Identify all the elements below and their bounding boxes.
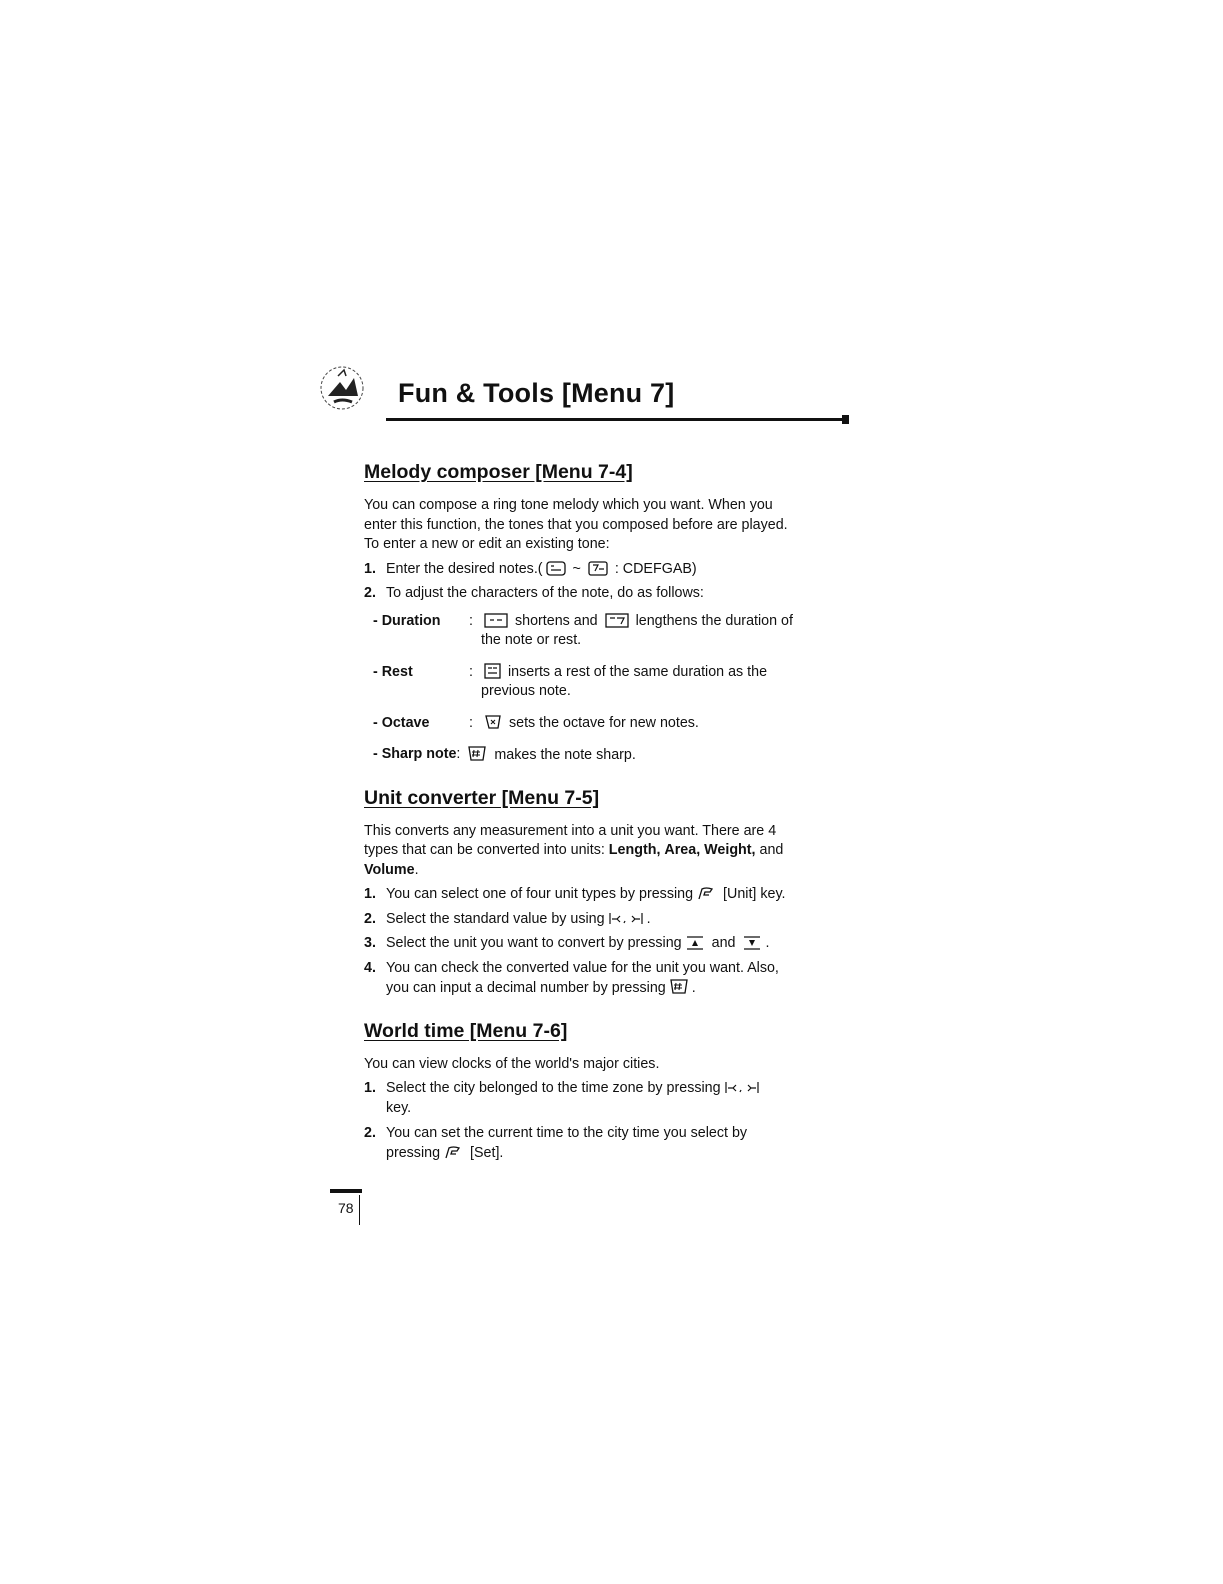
unit-step-1 bbox=[364, 885, 844, 905]
step-text bbox=[386, 910, 844, 930]
option-colon: : bbox=[469, 663, 473, 680]
option-colon: : bbox=[469, 612, 473, 629]
option-text-part: inserts a rest of the same duration as the bbox=[504, 663, 768, 680]
unit-type-volume: Volume bbox=[364, 861, 415, 878]
page-content bbox=[364, 460, 844, 1183]
step-number: 2. bbox=[364, 910, 376, 927]
step-text-part: Select the unit you want to convert by pressing bbox=[386, 935, 682, 951]
unit-type-weight: Weight, bbox=[704, 842, 756, 858]
step-text-part: . bbox=[691, 980, 696, 996]
section-title-unit: Unit converter [Menu 7-5] bbox=[364, 786, 600, 809]
key-7-icon bbox=[588, 561, 608, 576]
chapter-title: Fun & Tools [Menu 7] bbox=[398, 378, 675, 408]
world-step-1 bbox=[364, 1079, 844, 1118]
key-hash-icon bbox=[669, 978, 689, 995]
melody-intro-line-3: To enter a new or edit an existing tone: bbox=[364, 536, 610, 552]
option-label: - Sharp note bbox=[373, 746, 457, 762]
section-unit-converter bbox=[364, 786, 844, 999]
melody-sub-options bbox=[364, 612, 844, 766]
melody-step-1 bbox=[364, 560, 844, 580]
unit-intro bbox=[364, 822, 844, 881]
page-number-divider bbox=[359, 1195, 360, 1225]
unit-type-area: Area, bbox=[664, 842, 701, 858]
option-label: - Rest bbox=[373, 663, 413, 680]
option-colon: : bbox=[456, 746, 461, 762]
step-text-part: [Set]. bbox=[466, 1144, 504, 1161]
section-title-melody: Melody composer [Menu 7-4] bbox=[364, 461, 633, 483]
world-step-2 bbox=[364, 1124, 844, 1163]
option-text-part: the note or rest. bbox=[481, 632, 582, 648]
page-number-bar bbox=[330, 1189, 362, 1193]
soft-key-icon bbox=[443, 1145, 463, 1160]
down-key-icon bbox=[742, 935, 762, 950]
intro-text-part: and bbox=[755, 842, 784, 858]
step-text-part: . bbox=[646, 910, 651, 927]
step-text-part: Enter the desired notes.( bbox=[386, 560, 543, 577]
key-star-icon bbox=[484, 714, 502, 730]
left-right-keys-icon bbox=[724, 1080, 760, 1095]
world-steps bbox=[364, 1079, 844, 1163]
unit-intro-line-2 bbox=[364, 841, 844, 861]
option-text-part: makes the note sharp. bbox=[490, 747, 636, 763]
key-hash-icon bbox=[467, 745, 487, 762]
tools-chapter-icon bbox=[316, 362, 372, 414]
melody-intro-line-2: enter this function, the tones that you composed before are played. bbox=[364, 516, 788, 533]
up-key-icon bbox=[685, 935, 705, 950]
step-number: 2. bbox=[364, 1125, 376, 1141]
step-text-part: : CDEFGAB) bbox=[610, 560, 697, 577]
step-text-part: key. bbox=[386, 1099, 412, 1116]
step-text-part: Select the city belonged to the time zone by pressing bbox=[386, 1080, 721, 1096]
page-number: 78 bbox=[338, 1200, 354, 1216]
step-text-part: You can check the converted value for the unit you want. Also, bbox=[386, 959, 779, 976]
step-number: 4. bbox=[364, 959, 376, 976]
step-text bbox=[386, 934, 844, 954]
option-label: - Duration bbox=[373, 612, 441, 629]
melody-intro-line-1: You can compose a ring tone melody which you want. When you bbox=[364, 497, 773, 513]
step-text bbox=[386, 560, 844, 580]
option-text bbox=[481, 714, 844, 734]
world-intro: You can view clocks of the world's major cities. bbox=[364, 1055, 660, 1072]
step-number: 1. bbox=[364, 1080, 376, 1096]
unit-type-length: Length, bbox=[608, 842, 661, 858]
option-rest bbox=[373, 663, 844, 702]
step-text bbox=[386, 1079, 844, 1118]
step-text-part: pressing bbox=[386, 1144, 441, 1161]
option-text-part: lengthens the duration of bbox=[631, 612, 793, 629]
unit-step-4 bbox=[364, 959, 844, 999]
option-sharp-note bbox=[373, 745, 844, 766]
left-right-keys-icon bbox=[608, 911, 644, 926]
option-text-part: sets the octave for new notes. bbox=[505, 714, 699, 731]
option-text-part: shortens and bbox=[511, 612, 602, 629]
step-text-part: You can select one of four unit types by pressing bbox=[386, 886, 694, 902]
melody-step-2 bbox=[364, 584, 844, 604]
option-text-part: previous note. bbox=[481, 683, 571, 699]
step-text-part: and bbox=[707, 935, 740, 951]
step-text bbox=[386, 1124, 844, 1163]
step-number: 3. bbox=[364, 935, 376, 951]
chapter-rule-end-mark bbox=[842, 415, 849, 424]
soft-key-icon bbox=[696, 886, 716, 901]
option-text bbox=[464, 745, 844, 766]
key-1-icon bbox=[546, 561, 566, 576]
key-0-icon bbox=[484, 663, 501, 679]
step-text-part: You can set the current time to the city time you select by bbox=[386, 1125, 748, 1141]
key-9-icon bbox=[605, 613, 629, 628]
step-text-part: [Unit] key. bbox=[719, 886, 786, 902]
step-text-part: ~ bbox=[568, 560, 585, 577]
intro-text-part: . bbox=[414, 861, 419, 878]
key-8-icon bbox=[484, 613, 508, 628]
option-text bbox=[481, 612, 844, 651]
step-number: 1. bbox=[364, 886, 376, 902]
chapter-title-rule bbox=[386, 418, 849, 421]
melody-intro bbox=[364, 496, 844, 555]
step-number: 1. bbox=[364, 560, 376, 577]
option-octave bbox=[373, 714, 844, 734]
intro-text-part: types that can be converted into units: bbox=[364, 842, 609, 858]
section-world-time bbox=[364, 1019, 844, 1164]
unit-step-3 bbox=[364, 934, 844, 954]
section-title-world: World time [Menu 7-6] bbox=[364, 1019, 568, 1042]
step-text bbox=[386, 885, 844, 905]
section-melody-composer bbox=[364, 460, 844, 766]
step-number: 2. bbox=[364, 585, 376, 601]
step-text-part: you can input a decimal number by pressing bbox=[386, 980, 666, 996]
unit-step-2 bbox=[364, 910, 844, 930]
option-label: - Octave bbox=[373, 714, 430, 731]
step-text bbox=[386, 959, 844, 999]
unit-intro-line-3 bbox=[364, 861, 844, 881]
option-duration bbox=[373, 612, 844, 651]
step-text: To adjust the characters of the note, do as follows: bbox=[386, 585, 704, 601]
melody-steps bbox=[364, 560, 844, 604]
option-colon: : bbox=[469, 714, 473, 731]
unit-steps bbox=[364, 885, 844, 999]
step-text-part: . bbox=[765, 935, 770, 951]
unit-intro-line-1: This converts any measurement into a unit you want. There are 4 bbox=[364, 822, 777, 839]
step-text-part: Select the standard value by using bbox=[386, 910, 605, 927]
option-text bbox=[481, 663, 844, 702]
